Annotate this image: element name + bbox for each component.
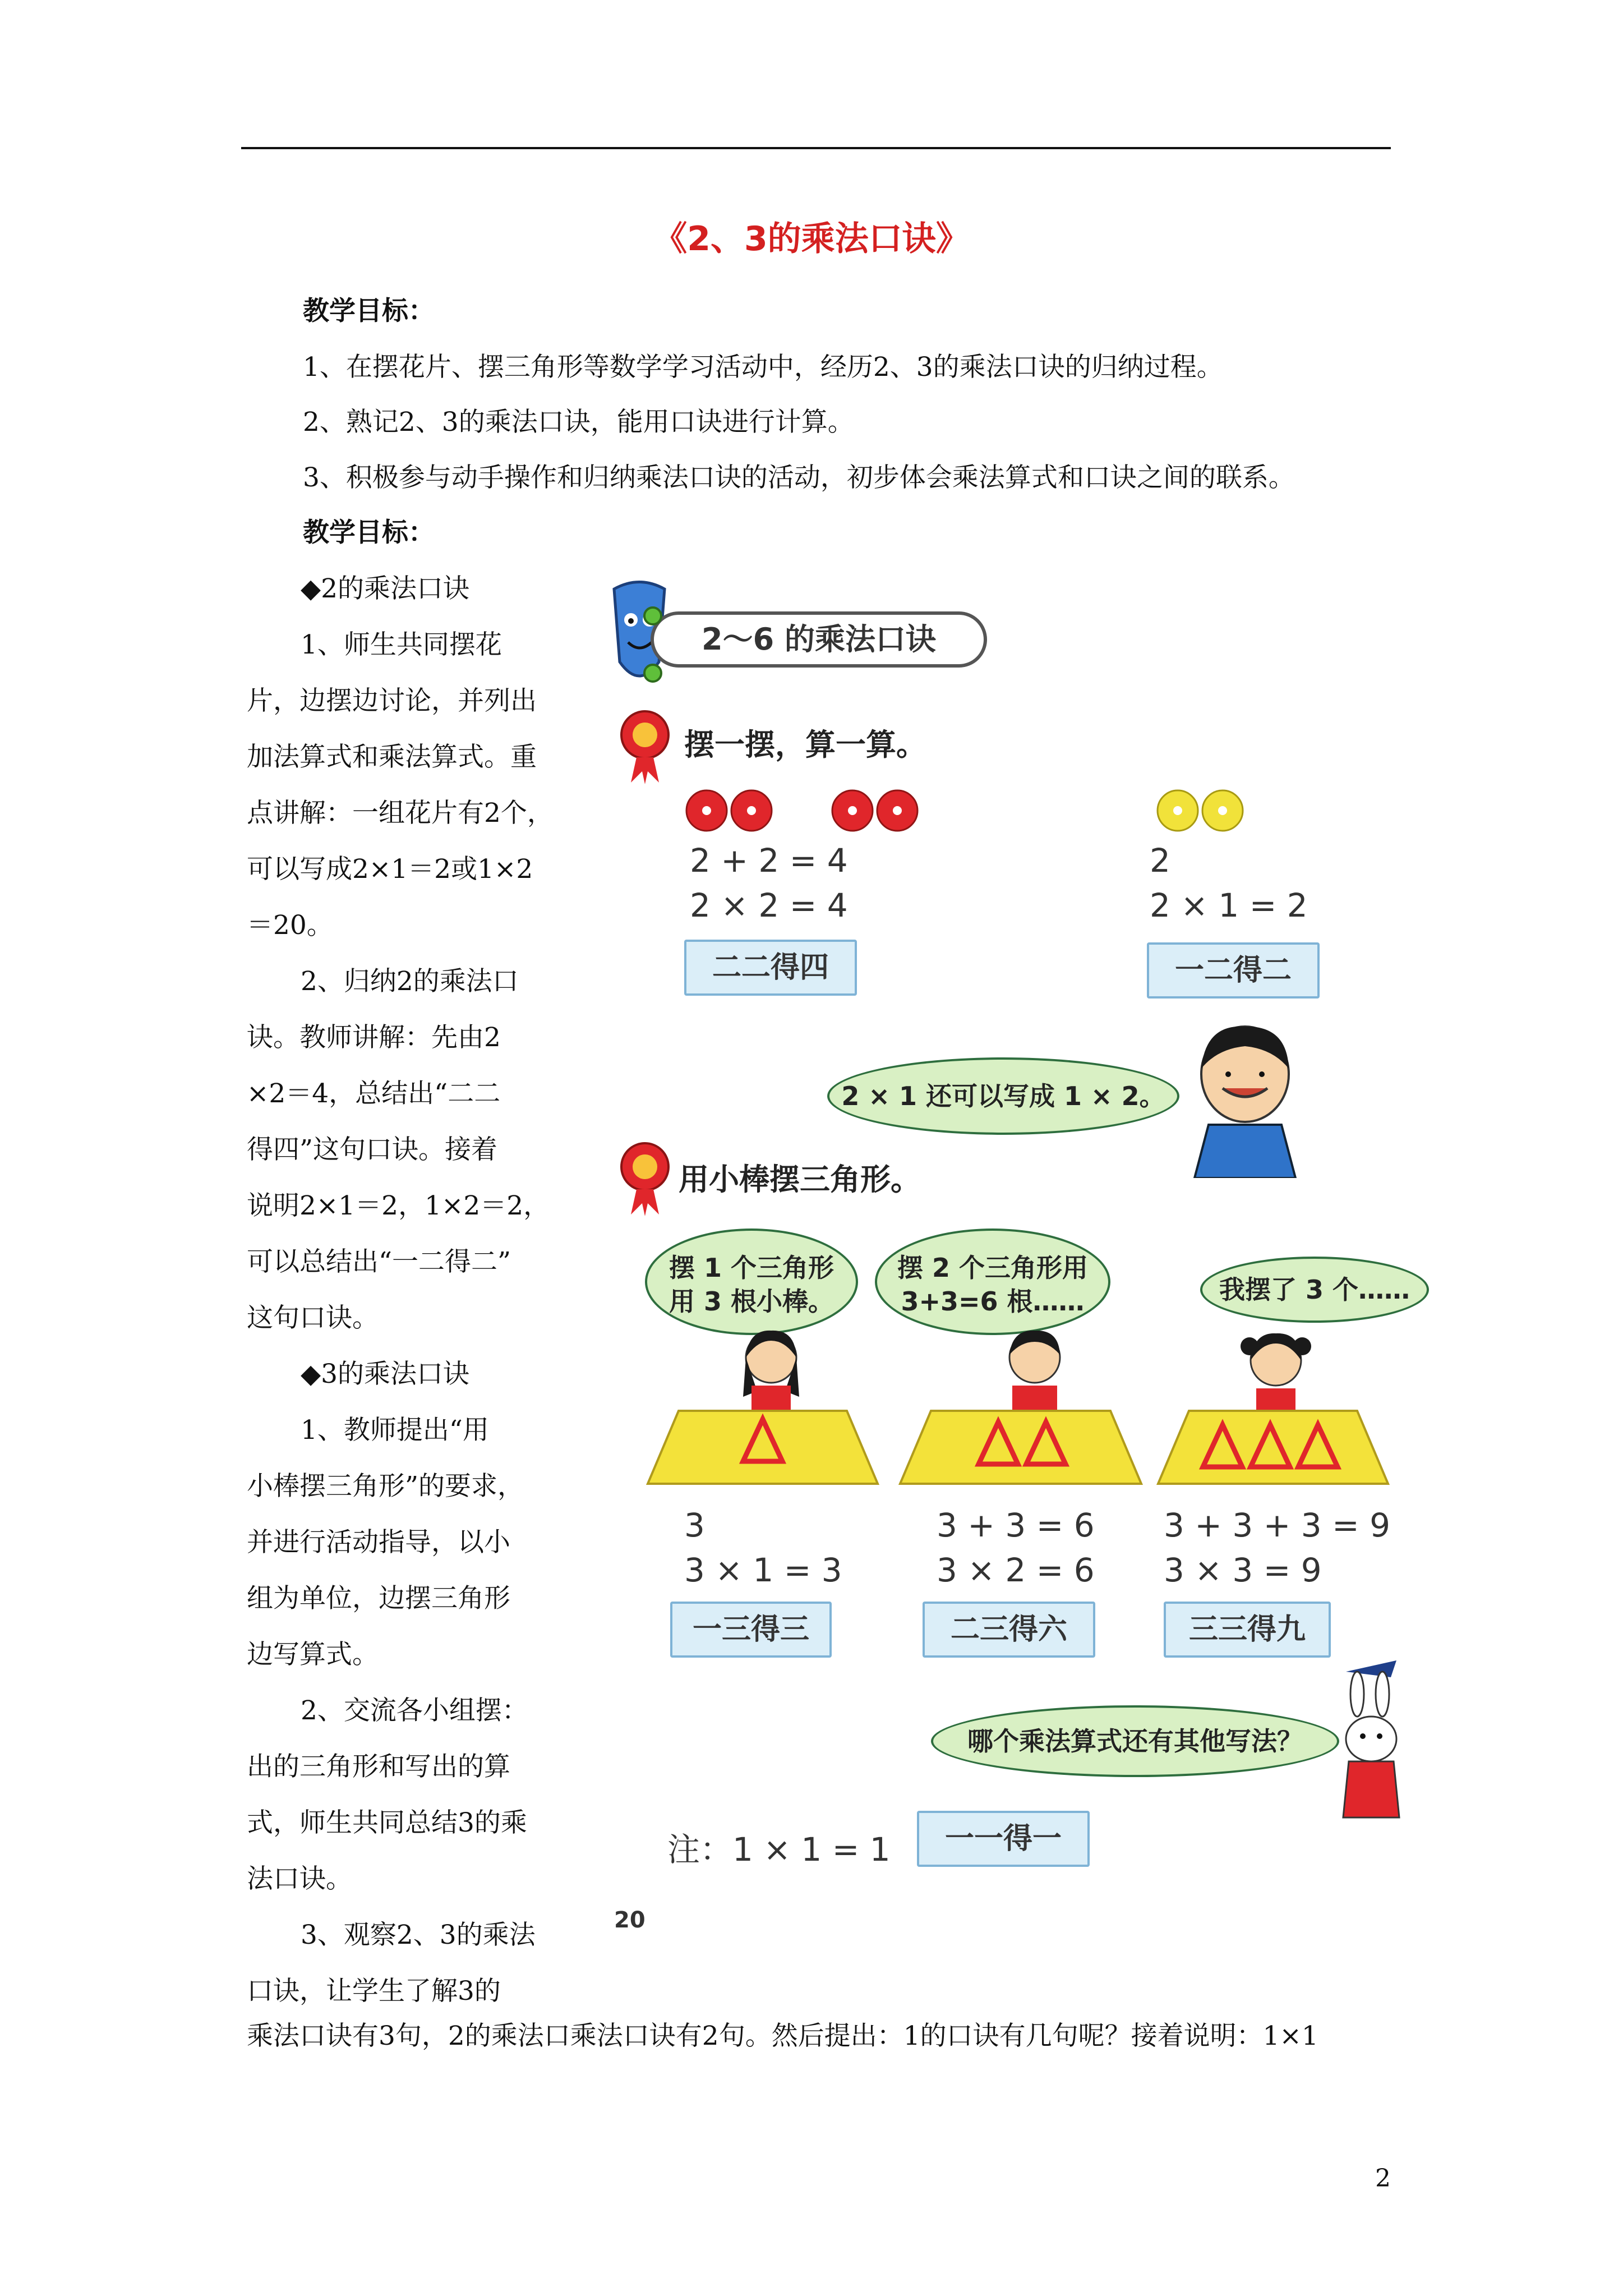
left-column-line: 说明2×1＝2，1×2＝2， [247, 1190, 550, 1221]
left-column-line: 可以写成2×1＝2或1×2 [247, 854, 533, 885]
left-text-column [247, 561, 561, 2019]
speech-bubble-1 [645, 1228, 858, 1335]
left-column-line: 得四”这句口诀。接着 [247, 1134, 498, 1165]
bubble-1-line-2: 用 3 根小棒。 [668, 1286, 834, 1317]
boy-character-icon [1189, 1021, 1301, 1178]
red-flower-icon [617, 707, 673, 785]
left-column-line: ＝20。 [247, 910, 333, 941]
left-column-line: 加法算式和乘法算式。重 [247, 742, 537, 772]
left-column-line: 并进行活动指导，以小 [247, 1527, 510, 1558]
yellow-chips-icon [1155, 788, 1267, 833]
group-1-equation-2: 3 × 1 = 3 [684, 1551, 842, 1589]
bottom-line: 乘法口诀有3句，2的乘法口乘法口诀有2句。然后提出：1的口诀有几句呢？接着说明：1×1 [247, 2021, 1318, 2051]
left-column-line: 式，师生共同总结3的乘 [247, 1807, 527, 1838]
objectives-heading: 教学目标： [303, 296, 435, 326]
page-title: 《2、3的乘法口诀》 [653, 219, 970, 259]
red-chips-icon [684, 788, 953, 833]
table-with-3-triangles [1155, 1408, 1391, 1487]
bubble-2-line-2: 3+3=6 根…… [901, 1286, 1085, 1317]
left-column-line: 可以总结出“一二得二” [247, 1246, 511, 1277]
rhyme-box-11: 一一得一 [917, 1811, 1090, 1867]
section-header-badge: 2～6 的乘法口诀 [651, 611, 987, 668]
group-2-equation-1: 3 + 3 = 6 [937, 1506, 1095, 1544]
objective-3: 3、积极参与动手操作和归纳乘法口诀的活动，初步体会乘法算式和口诀之间的联系。 [303, 462, 1295, 493]
left-column-line: 诀。教师讲解：先由2 [247, 1022, 501, 1053]
left-column-line: 口诀，让学生了解3的 [247, 1976, 501, 2007]
left-column-line: ◆3的乘法口诀 [301, 1359, 470, 1389]
rabbit-teacher-icon [1340, 1655, 1402, 1823]
objective-2: 2、熟记2、3的乘法口诀，能用口诀进行计算。 [303, 407, 854, 438]
left-column-line: 1、师生共同摆花 [301, 629, 502, 660]
rhyme-box-12: 一二得二 [1147, 942, 1320, 999]
group-2-equation-2: 3 × 2 = 6 [937, 1551, 1095, 1589]
rhyme-box-13: 一三得三 [670, 1602, 832, 1658]
red-equation-2: 2 × 2 = 4 [690, 886, 848, 924]
green-dot-icon [642, 605, 664, 627]
left-column-line: ×2＝4，总结出“二二 [247, 1078, 501, 1109]
red-equation-1: 2 + 2 = 4 [690, 841, 848, 880]
left-column-line: 组为单位，边摆三角形 [247, 1583, 510, 1614]
speech-bubble-2 [875, 1228, 1110, 1335]
red-flower-icon [617, 1139, 673, 1217]
left-column-line: 2、归纳2的乘法口 [301, 966, 519, 997]
objective-1: 1、在摆花片、摆三角形等数学学习活动中，经历2、3的乘法口诀的归纳过程。 [303, 352, 1223, 383]
activity-2-label: 用小棒摆三角形。 [679, 1162, 921, 1197]
yellow-equation-1: 2 [1150, 841, 1170, 880]
green-dot-icon [642, 662, 664, 684]
yellow-equation-2: 2 × 1 = 2 [1150, 886, 1308, 924]
header-rule [241, 147, 1391, 149]
group-1-equation-1: 3 [684, 1506, 705, 1544]
note-equation: 注：1 × 1 = 1 [667, 1830, 891, 1869]
rabbit-speech-bubble: 哪个乘法算式还有其他写法？ [931, 1705, 1339, 1777]
left-column-line: 片，边摆边讨论，并列出 [247, 685, 537, 716]
bubble-1-line-1: 摆 1 个三角形 [668, 1253, 834, 1283]
textbook-page-number: 20 [614, 1907, 645, 1933]
rhyme-box-22: 二二得四 [684, 940, 857, 996]
table-with-1-triangle [645, 1408, 880, 1487]
activity-1-label: 摆一摆，算一算。 [684, 727, 926, 762]
left-column-line: ◆2的乘法口诀 [301, 573, 470, 604]
left-column-line: 小棒摆三角形”的要求， [247, 1471, 524, 1502]
rhyme-box-33: 三三得九 [1164, 1602, 1331, 1658]
page-number: 2 [1375, 2164, 1391, 2193]
left-column-line: 1、教师提出“用 [301, 1415, 489, 1446]
left-column-line: 点讲解：一组花片有2个， [247, 798, 554, 829]
left-column-line: 这句口诀。 [247, 1303, 379, 1333]
process-heading: 教学目标： [303, 517, 435, 548]
left-column-line: 边写算式。 [247, 1639, 379, 1670]
boy-speech-bubble: 2 × 1 还可以写成 1 × 2。 [827, 1057, 1179, 1135]
speech-bubble-3: 我摆了 3 个…… [1200, 1257, 1429, 1323]
left-column-line: 2、交流各小组摆： [301, 1695, 528, 1726]
group-3-equation-1: 3 + 3 + 3 = 9 [1164, 1506, 1391, 1544]
left-column-line: 法口诀。 [247, 1864, 352, 1894]
group-3-equation-2: 3 × 3 = 9 [1164, 1551, 1322, 1589]
table-with-2-triangles [897, 1408, 1144, 1487]
left-column-line: 3、观察2、3的乘法 [301, 1920, 536, 1950]
bubble-2-line-1: 摆 2 个三角形用 [897, 1253, 1089, 1283]
left-column-line: 出的三角形和写出的算 [247, 1751, 510, 1782]
textbook-illustration [594, 578, 1410, 1958]
rhyme-box-23: 二三得六 [923, 1602, 1095, 1658]
